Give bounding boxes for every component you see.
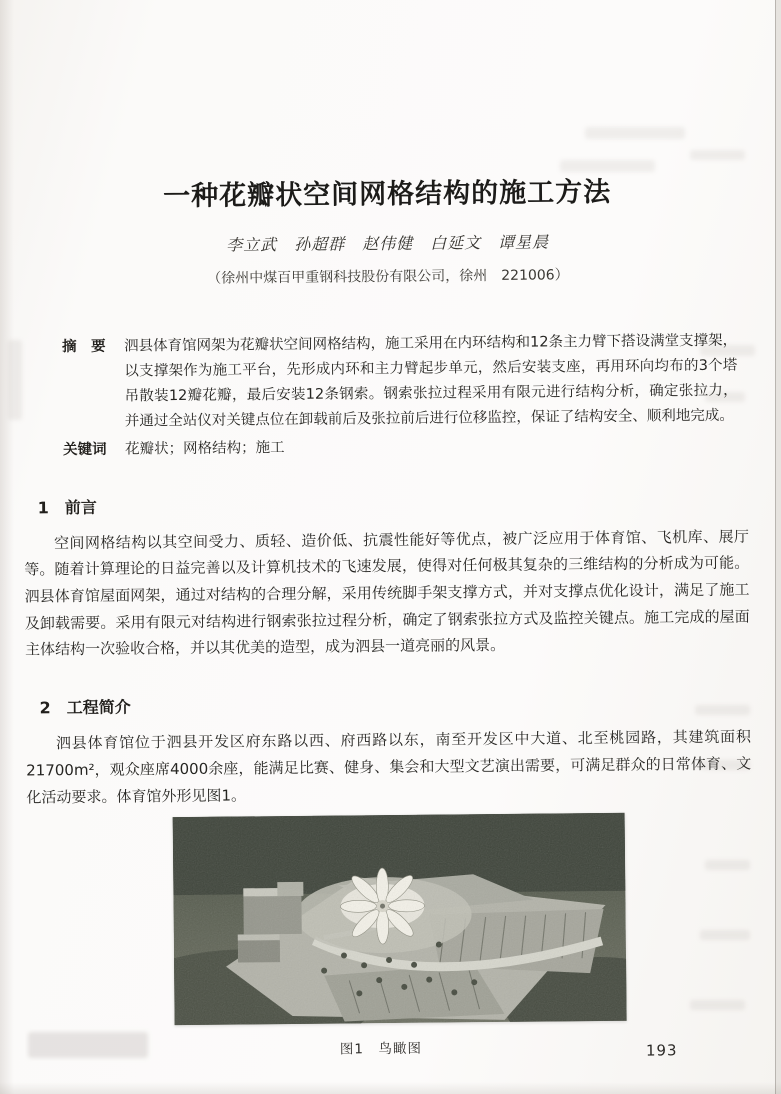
front-matter <box>62 329 738 463</box>
figure-caption: 图1 鸟瞰图 <box>339 1040 423 1058</box>
scan-shadow-bottom <box>0 1082 781 1094</box>
paper-title: 一种花瓣状空间网格结构的施工方法 <box>163 176 612 213</box>
scan-strip-right <box>776 0 781 1094</box>
affiliation: （徐州中煤百甲重钢科技股份有限公司，徐州 221006） <box>207 267 569 287</box>
scan-shading-left <box>0 0 14 1094</box>
section-1-paragraph: 空间网格结构以其空间受力、质轻、造价低、抗震性能好等优点，被广泛应用于体育馆、飞机库、展厅等。随着计算理论的日益完善以及计算机技术的飞速发展，使得对任何极其复杂的三维结构的分析成为可能。泗县体育馆屋面网架，通过对结构的合理分解，采用传统脚手架支撑方式，并对支撑点优化设计，满足了施工及卸载需要。采用有限元对结构进行钢索张拉过程分析，确定了钢索张拉方式及监控关键点。施工完成的屋面主体结构一次验收合格，并以其优美的造型，成为泗县一道亮丽的风景。 <box>24 527 750 659</box>
abstract-label: 摘 要 <box>62 338 106 356</box>
section-2-paragraph: 泗县体育馆位于泗县开发区府东路以西、府西路以东，南至开发区中大道、北至桃园路，其建筑面积21700m²，观众座席4000余座，能满足比赛、健身、集会和大型文艺演出需要，可满足群众的日常体育、文化活动要求。体育馆外形见图1。 <box>26 727 752 807</box>
figure-1 <box>3 811 781 1060</box>
page-number: 193 <box>645 1041 678 1060</box>
scan-page-edge <box>775 0 776 1094</box>
section-heading-2: 2 工程简介 <box>39 697 131 718</box>
aerial-photo <box>173 813 627 1025</box>
abstract-text: 泗县体育馆网架为花瓣状空间网格结构，施工采用在内环结构和12条主力臂下搭设满堂支撑架，以支撑架作为施工平台，先形成内环和主力臂起步单元，然后安装支座，再用环向均布的3个塔吊散装12瓣花瓣，最后安装12条钢索。钢索张拉过程采用有限元进行结构分析，确定张拉力，并通过全站仪对关键点位在卸载前后及张拉前后进行位移监控，保证了结构安全、顺利地完成。 <box>124 332 738 430</box>
author-list: 李立武 孙超群 赵伟健 白延文 谭星晨 <box>226 232 550 255</box>
section-heading-1: 1 前言 <box>37 497 97 518</box>
keywords-label: 关键词 <box>63 441 107 458</box>
abstract-block <box>62 329 738 435</box>
keywords-text: 花瓣状；网格结构；施工 <box>125 439 285 458</box>
keywords-block <box>63 431 738 462</box>
